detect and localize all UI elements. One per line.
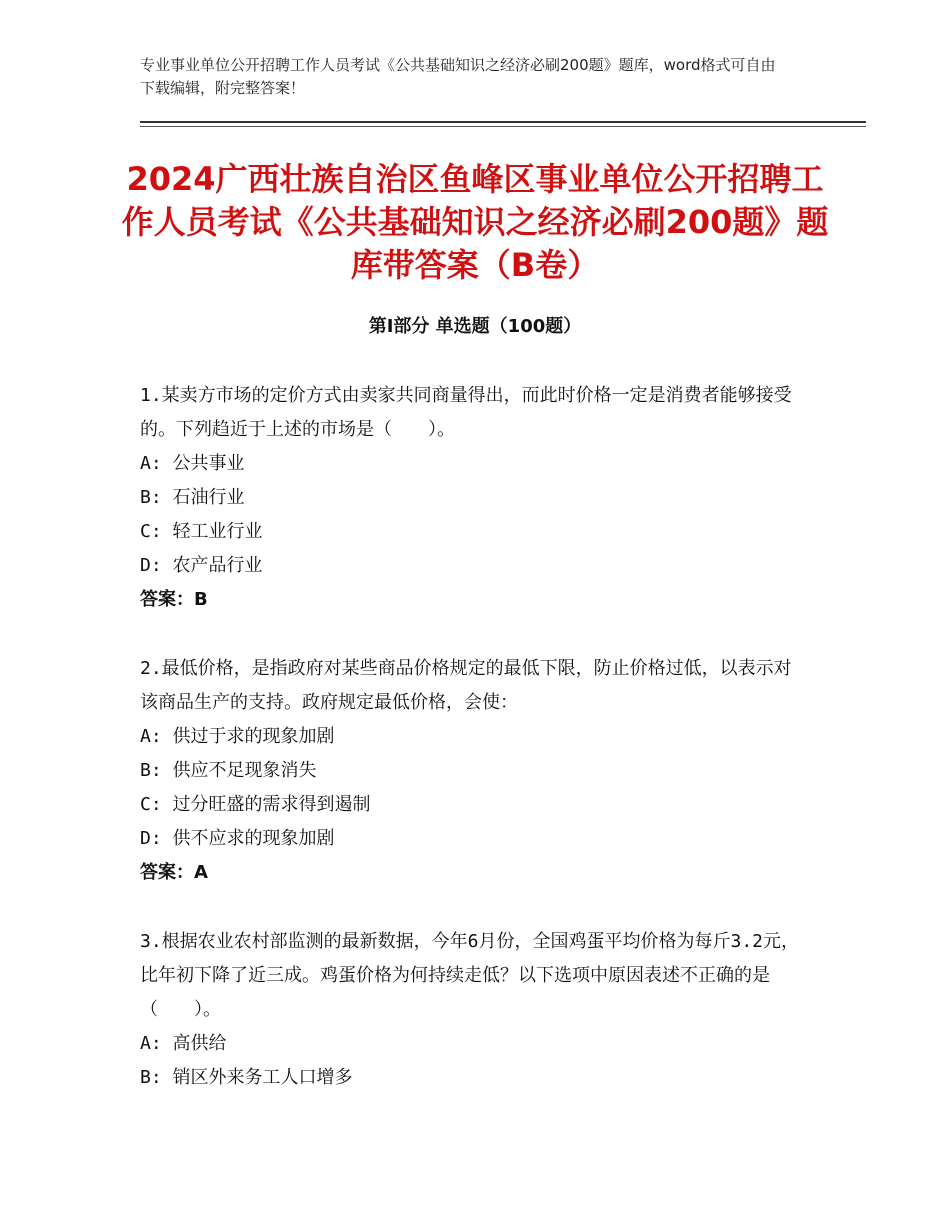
answer: 答案：A [140, 862, 208, 883]
option-c: C: 过分旺盛的需求得到遏制 [140, 794, 371, 815]
option-b: B: 供应不足现象消失 [140, 760, 317, 781]
option-d: D: 农产品行业 [140, 555, 263, 576]
header-divider-thin [140, 126, 866, 127]
header-note: 专业事业单位公开招聘工作人员考试《公共基础知识之经济必刷200题》题库，word格式可自由下载编辑，附完整答案！ [140, 56, 776, 97]
question-stem: 1.某卖方市场的定价方式由卖家共同商量得出，而此时价格一定是消费者能够接受的。下列趋近于上述的市场是（ ）。 [140, 385, 792, 440]
question-1 [140, 379, 800, 617]
option-d: D: 供不应求的现象加剧 [140, 828, 335, 849]
section-heading: 第Ⅰ部分 单选题（100题） [368, 316, 582, 337]
answer: 答案：B [140, 589, 208, 610]
option-a: A: 供过于求的现象加剧 [140, 726, 335, 747]
document-title: 2024广西壮族自治区鱼峰区事业单位公开招聘工作人员考试《公共基础知识之经济必刷200题》题库带答案（B卷） [121, 160, 829, 284]
question-stem: 2.最低价格，是指政府对某些商品价格规定的最低下限，防止价格过低，以表示对该商品生产的支持。政府规定最低价格，会使： [140, 658, 792, 713]
option-b: B: 销区外来务工人口增多 [140, 1067, 353, 1088]
question-stem: 3.根据农业农村部监测的最新数据，今年6月份，全国鸡蛋平均价格为每斤3.2元，比年初下降了近三成。鸡蛋价格为何持续走低？以下选项中原因表述不正确的是（ ）。 [140, 931, 800, 1020]
option-c: C: 轻工业行业 [140, 521, 263, 542]
option-b: B: 石油行业 [140, 487, 245, 508]
option-a: A: 高供给 [140, 1033, 227, 1054]
question-2 [140, 652, 800, 890]
header-divider-thick [140, 121, 866, 123]
question-3 [140, 925, 800, 1095]
option-a: A: 公共事业 [140, 453, 245, 474]
